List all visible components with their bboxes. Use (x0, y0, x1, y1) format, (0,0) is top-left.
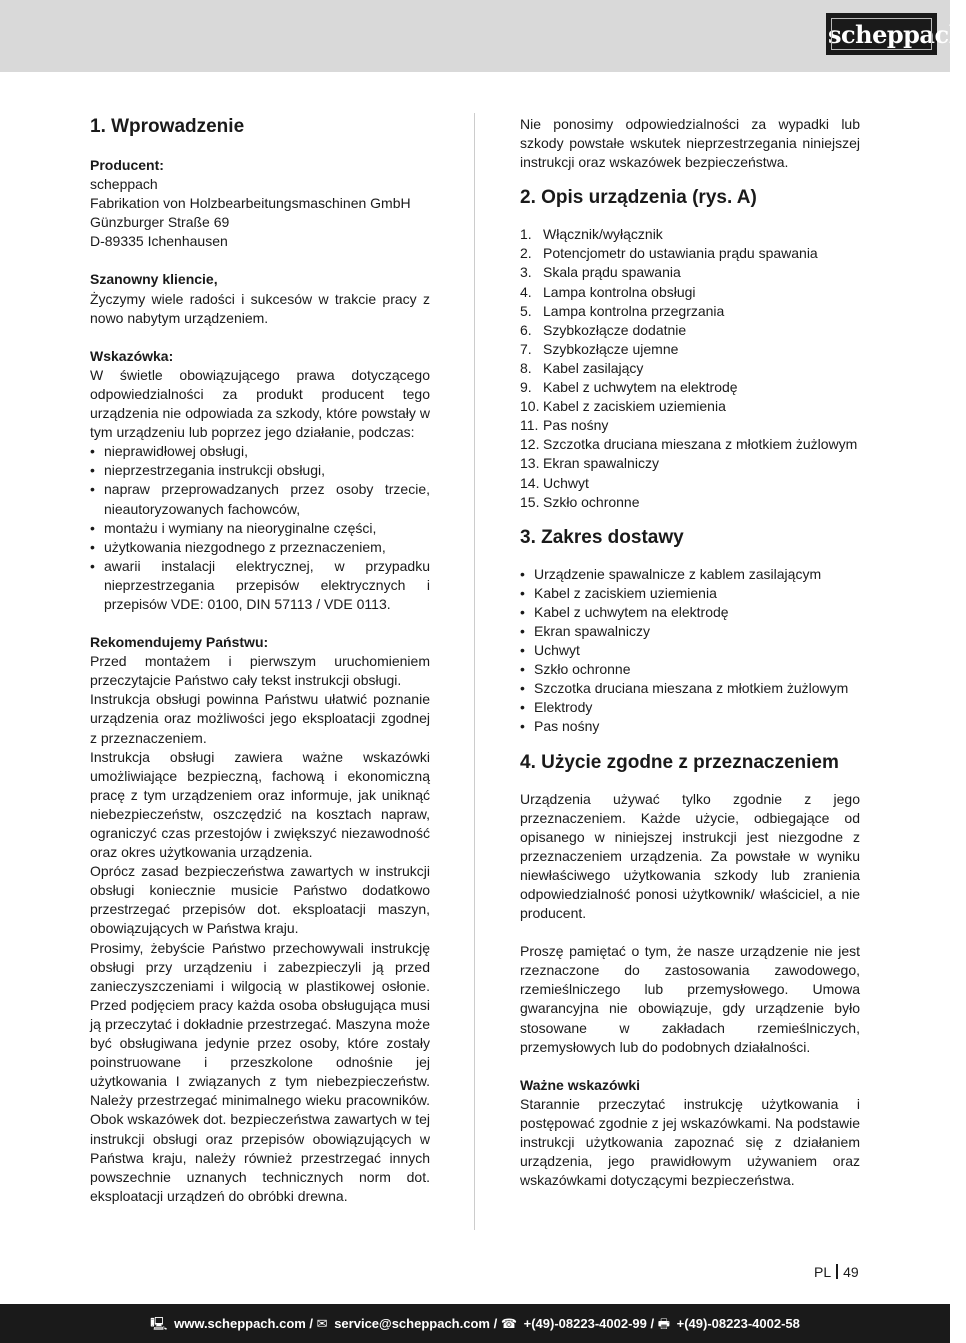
recommend-paragraph: Prosimy, żebyście Państwo przechowywali instrukcję obsługi przy urządzeniu i zabezpieczyli ją przed zanieczyszczeniami i wilgocią w plastikowej osłonie. Przed podjęciem pracy każda osoba obsługująca musi ją przeczytać i dokładnie przestrzegać. Maszyna może być obsługiwana jedynie przez osoby, które zostały poinstruowane i przeszkolone odnośnie jej użytkowania I związanych z tym niebezpieczeństw. Należy przestrzegać minimalnego wieku pracowników. Obok wskazówek dot. bezpieczeństwa zawartych w tej instrukcji obsługi oraz przepisów obowiązujących w Państwa kraju, należy również przestrzegać innych powszechnie uznanych technicznych norm dot. eksploatacji urządzeń do obróbki drewna. (90, 939, 430, 1204)
section-4-title: 4. Użycie zgodne z przeznaczeniem (520, 751, 839, 773)
list-item: • Urządzenie spawalnicze z kablem zasilającym (520, 565, 860, 584)
intended-use-text: Urządzenia używać tylko zgodnie z jego przeznaczeniem. Każde użycie, odbiegające od opisanego w niniejszej instrukcji jest niezgodne z przeznaczeniem urządzenia. Za powstałe w wyniku niewłaściwego użytkowania szkody lub zranienia odpowiedzialność ponosi użytkownik/ właściciel, a nie producent. (520, 790, 860, 922)
page-separator (836, 1264, 838, 1279)
item-number: 7. (520, 340, 532, 357)
section-2-title: 2. Opis urządzenia (rys. A) (520, 187, 757, 209)
recommend-label: Rekomendujemy Państwu: (90, 634, 269, 651)
item-text: Ekran spawalniczy (543, 455, 659, 472)
section-1-title: 1. Wprowadzenie (90, 116, 245, 137)
professional-use-text: Proszę pamiętać o tym, że nasze urządzenie nie jest rzeznaczone do zastosowania zawodowego, rzemieślniczego lub przemysłowego. Umowa gwarancyjna nie obowiązuje, gdy urządzenie było stosowane w zakładach rzemieślniczych, przemysłowych lub do podobnych działalności. (520, 943, 860, 1055)
language-code: PL (814, 1264, 832, 1280)
list-item (520, 359, 860, 378)
item-number: 14. (520, 474, 540, 491)
footer-bar (0, 1304, 950, 1343)
left-column (90, 115, 430, 1206)
list-item: • Kabel z zaciskiem uziemienia (520, 584, 860, 603)
item-number: 1. (520, 226, 532, 243)
computer-icon: 🖳 (150, 1316, 168, 1331)
list-item (520, 225, 860, 244)
item-number: 6. (520, 321, 532, 338)
list-item (520, 454, 860, 473)
delivery-list (520, 565, 860, 737)
important-notes-text: Starannie przeczytać instrukcję użytkowania i postępować zgodnie z jej wskazówkami. Na podstawie instrukcji użytkowania zapoznać się z działaniem urządzenia, jego prawidłowym używaniem oraz wskazówkami dotyczącymi bezpieczeństwa. (520, 1095, 860, 1189)
recommend-paragraph: Przed montażem i pierwszym uruchomieniem przeczytajcie Państwo cały tekst instrukcji obsługi. (90, 653, 430, 689)
list-item: • Elektrody (520, 698, 860, 717)
list-item: • Uchwyt (520, 641, 860, 660)
dear-customer-label: Szanowny kliencie, (90, 271, 218, 288)
producer-line: Günzburger Straße 69 (90, 214, 230, 231)
right-column (520, 115, 860, 1190)
list-item: • Kabel z uchwytem na elektrodę (520, 603, 860, 622)
item-text: Szkło ochronne (543, 493, 640, 510)
item-number: 12. (520, 436, 540, 453)
phone-icon: ☎ (500, 1316, 518, 1331)
list-item (520, 263, 860, 282)
item-number: 3. (520, 264, 532, 281)
list-item (520, 397, 860, 416)
item-text: Potencjometr do ustawiania prądu spawania (543, 245, 818, 262)
note-label: Wskazówka: (90, 347, 174, 364)
list-item: • nieprzestrzegania instrukcji obsługi, (90, 461, 430, 480)
item-text: Włącznik/wyłącznik (543, 226, 663, 243)
list-item: • Ekran spawalniczy (520, 622, 860, 641)
item-number: 9. (520, 379, 532, 396)
page-number-value: 49 (843, 1264, 859, 1280)
item-number: 10. (520, 398, 540, 415)
scheppach-logo[interactable]: scheppach (826, 13, 937, 55)
producer-line: Fabrikation von Holzbearbeitungsmaschinen GmbH (90, 195, 411, 212)
item-text: Szybkozłącze dodatnie (543, 321, 687, 338)
item-text: Lampa kontrolna przegrzania (543, 302, 725, 319)
liability-text: Nie ponosimy odpowiedzialności za wypadki lub szkody powstałe wskutek nieprzestrzegania niniejszej instrukcji oraz wskazówek bezpieczeństwa. (520, 116, 860, 171)
item-number: 5. (520, 302, 532, 319)
item-number: 15. (520, 493, 540, 510)
important-notes-label: Ważne wskazówki (520, 1076, 641, 1093)
item-text: Kabel zasilający (543, 359, 644, 376)
producer-label: Producent: (90, 157, 164, 173)
recommend-paragraph: Oprócz zasad bezpieczeństwa zawartych w instrukcji obsługi koniecznie musicie Państwo dodatkowo przestrzegać przepisów dot. eksploatacji maszyn, obowiązujących w Państwa kraju. (90, 863, 430, 937)
list-item: • Pas nośny (520, 717, 860, 736)
list-item (520, 340, 860, 359)
footer-email-link[interactable]: service@scheppach.com / (334, 1316, 498, 1331)
item-text: Pas nośny (543, 417, 609, 434)
footer-website-link[interactable]: www.scheppach.com / (174, 1316, 314, 1331)
note-text: W świetle obowiązującego prawa dotyczącego odpowiedzialności za produkt producent tego urządzenia nie odpowiada za szkody, które powstały w tym urządzeniu lub poprzez jego działanie, podczas: (90, 366, 430, 441)
list-item: • użytkowania niezgodnego z przeznaczeniem, (90, 538, 430, 557)
item-text: Lampa kontrolna obsługi (543, 283, 696, 300)
item-text: Szybkozłącze ujemne (543, 340, 679, 357)
item-text: Uchwyt (543, 474, 589, 491)
item-number: 4. (520, 283, 532, 300)
list-item (520, 493, 860, 512)
item-number: 8. (520, 359, 532, 376)
list-item (520, 378, 860, 397)
list-item: • Szkło ochronne (520, 660, 860, 679)
item-number: 11. (520, 417, 539, 434)
dear-customer-text: Życzymy wiele radości i sukcesów w trakcie pracy z nowo nabytym urządzeniem. (90, 290, 430, 326)
item-number: 13. (520, 455, 540, 472)
list-item (520, 244, 860, 263)
producer-line: scheppach (90, 176, 158, 193)
list-item (520, 283, 860, 302)
parts-list (520, 225, 860, 511)
list-item: • awarii instalacji elektrycznej, w przypadku nieprzestrzegania przepisów elektrycznych i przepisów VDE: 0100, DIN 57113 / VDE 0113. (90, 557, 430, 614)
item-text: Kabel z uchwytem na elektrodę (543, 379, 738, 396)
page-number (814, 1264, 859, 1280)
list-item: • nieprawidłowej obsługi, (90, 442, 430, 461)
column-divider (474, 113, 475, 1230)
item-text: Kabel z zaciskiem uziemienia (543, 398, 726, 415)
section-3-title: 3. Zakres dostawy (520, 526, 684, 548)
list-item (520, 321, 860, 340)
list-item: • montażu i wymiany na nieoryginalne części, (90, 519, 430, 538)
list-item (520, 416, 860, 435)
list-item: • napraw przeprowadzanych przez osoby trzecie, nieautoryzowanych fachowców, (90, 480, 430, 518)
recommend-paragraph: Instrukcja obsługi powinna Państwu ułatwić poznanie urządzenia oraz możliwości jego eksploatacji zgodnej z przeznaczeniem. (90, 691, 430, 746)
item-text: Skala prądu spawania (543, 264, 681, 281)
recommend-paragraph: Instrukcja obsługi zawiera ważne wskazówki umożliwiające bezpieczną, fachową i ekonomiczną pracę z tym urządzeniem oraz informuje, jak uniknąć niebezpieczeństw, oszczędzić na kosztach napraw, ograniczyć czas przestojów i zwiększyć niezawodność oraz okres użytkowania urządzenia. (90, 748, 430, 861)
list-item (520, 435, 860, 454)
list-item (520, 302, 860, 321)
item-number: 2. (520, 245, 532, 262)
footer-phone: +(49)-08223-4002-99 / (523, 1316, 655, 1331)
header-bar (0, 0, 966, 72)
list-item (520, 474, 860, 493)
list-item: • Szczotka druciana mieszana z młotkiem żużlowym (520, 679, 860, 698)
footer-fax: +(49)-08223-4002-58 (676, 1316, 800, 1331)
mail-icon: ✉ (316, 1316, 328, 1331)
note-bullet-list (90, 442, 430, 614)
producer-line: D-89335 Ichenhausen (90, 233, 228, 250)
item-text: Szczotka druciana mieszana z młotkiem żużlowym (543, 436, 858, 453)
fax-icon: 🖶 (657, 1316, 670, 1331)
